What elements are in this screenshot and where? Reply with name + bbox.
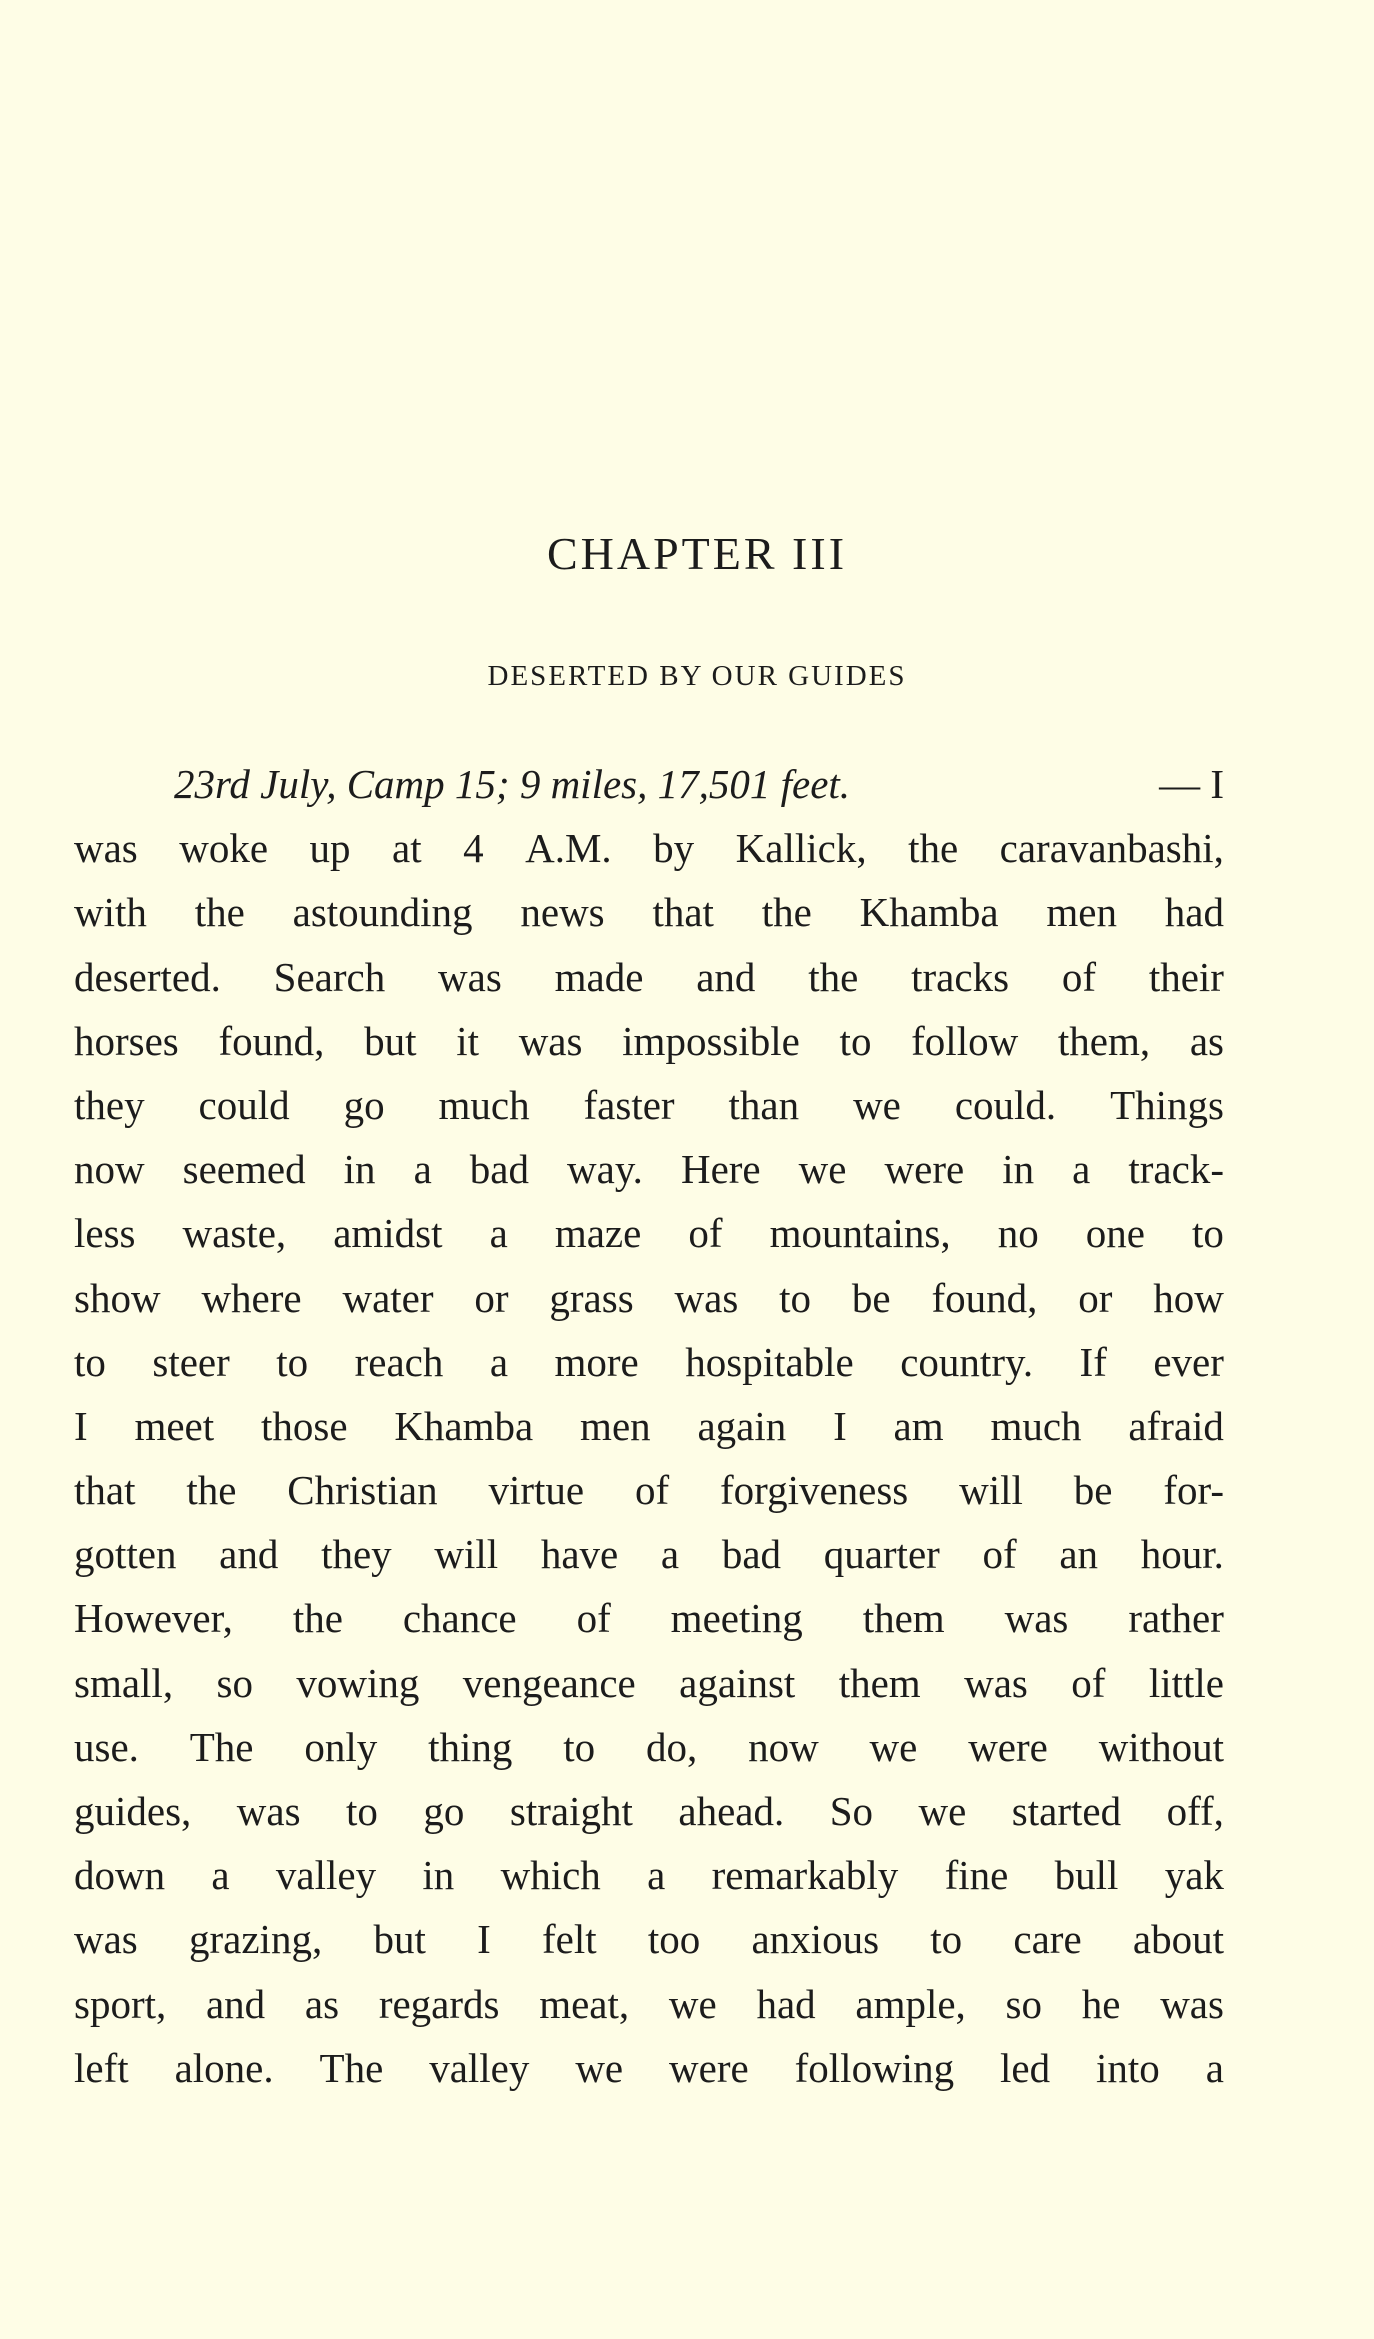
word: had	[756, 1980, 816, 2027]
word: The	[189, 1723, 254, 1770]
word: way.	[567, 1146, 643, 1193]
word: found,	[931, 1274, 1038, 1321]
word: be	[1073, 1467, 1113, 1514]
text-line	[74, 816, 1224, 880]
word: ample,	[855, 1980, 966, 2027]
word: it	[456, 1017, 479, 1064]
word: of	[688, 1210, 723, 1257]
word: alone.	[174, 2044, 274, 2091]
word: However,	[74, 1595, 233, 1642]
word: men	[580, 1402, 651, 1449]
word: was	[236, 1788, 301, 1834]
word: a	[1205, 2044, 1224, 2091]
word: to	[346, 1788, 378, 1834]
word: left	[74, 2044, 129, 2091]
word: vowing	[296, 1659, 420, 1706]
word: but	[373, 1916, 426, 1963]
word: but	[364, 1017, 417, 1064]
word: follow	[911, 1017, 1019, 1064]
word: amidst	[333, 1210, 443, 1257]
text-line	[74, 1330, 1224, 1394]
word: led	[1000, 2044, 1051, 2091]
word: Kallick,	[735, 825, 867, 872]
word: up	[309, 825, 351, 872]
word: to	[1191, 1210, 1224, 1257]
word: use.	[74, 1723, 139, 1770]
word: were	[669, 2044, 749, 2091]
word: less	[74, 1210, 136, 1257]
word: yak	[1164, 1852, 1224, 1899]
word: a	[647, 1852, 666, 1899]
word: I	[74, 1402, 88, 1449]
word: track-	[1128, 1146, 1224, 1193]
word: much	[990, 1402, 1082, 1449]
word: than	[728, 1081, 800, 1128]
word: chance	[402, 1595, 517, 1642]
word: they	[74, 1081, 145, 1128]
word: started	[1011, 1788, 1122, 1834]
word: maze	[554, 1210, 642, 1257]
word: faster	[583, 1081, 675, 1128]
word: was	[74, 1916, 138, 1963]
word: small,	[74, 1659, 174, 1706]
word: am	[893, 1402, 944, 1449]
text-line	[74, 1073, 1224, 1137]
word: men	[1046, 889, 1117, 936]
text-line	[74, 1137, 1224, 1201]
word: caravanbashi,	[999, 825, 1224, 872]
word: following	[794, 2044, 955, 2091]
word: by	[653, 825, 695, 872]
word: impossible	[622, 1017, 800, 1064]
word: those	[260, 1402, 348, 1449]
word: astounding	[292, 889, 473, 936]
text-line	[74, 1394, 1224, 1458]
word: so	[216, 1659, 253, 1706]
word: a	[489, 1338, 509, 1385]
word: for-	[1163, 1467, 1224, 1514]
word: of	[982, 1531, 1017, 1578]
text-line	[74, 1266, 1224, 1330]
word: one	[1085, 1210, 1145, 1257]
word: and	[219, 1531, 279, 1578]
word: will	[434, 1531, 499, 1578]
word: have	[540, 1531, 619, 1578]
word: a	[413, 1146, 432, 1193]
word: at	[392, 825, 422, 872]
word: too	[647, 1916, 701, 1963]
word: Search	[273, 953, 386, 1000]
word: or	[474, 1274, 509, 1321]
text-line	[74, 1843, 1224, 1907]
word: an	[1059, 1531, 1099, 1578]
word: will	[959, 1467, 1023, 1514]
word: Khamba	[394, 1402, 534, 1449]
text-line	[74, 1458, 1224, 1522]
word: them,	[1057, 1017, 1151, 1064]
word: forgiveness	[720, 1467, 909, 1514]
word: that	[652, 889, 714, 936]
word: of	[576, 1595, 611, 1642]
word: was	[964, 1659, 1028, 1706]
word: to	[930, 1916, 963, 1963]
word: which	[500, 1852, 601, 1899]
word: we	[853, 1081, 901, 1128]
word: of	[1071, 1659, 1106, 1706]
chapter-subtitle: DESERTED BY OUR GUIDES	[487, 660, 907, 692]
word: we	[869, 1723, 918, 1770]
word: could	[198, 1081, 290, 1128]
word: vengeance	[462, 1659, 636, 1706]
word: water	[342, 1274, 434, 1321]
text-line	[74, 1522, 1224, 1586]
word: I	[477, 1916, 491, 1963]
chapter-title: CHAPTER III	[546, 528, 848, 579]
word: now	[748, 1723, 819, 1770]
word: had	[1164, 889, 1224, 936]
word: the	[194, 889, 245, 936]
word: now	[74, 1146, 145, 1193]
word: meat,	[539, 1980, 630, 2027]
text-line	[74, 1651, 1224, 1715]
word: tracks	[911, 953, 1010, 1000]
word: rather	[1128, 1595, 1224, 1642]
word: quarter	[823, 1531, 940, 1578]
word: was	[1160, 1980, 1224, 2027]
word: bad	[721, 1531, 782, 1578]
text-line	[74, 945, 1224, 1009]
word: to	[74, 1338, 106, 1385]
word: to	[779, 1274, 812, 1321]
word: to	[276, 1338, 309, 1385]
word: so	[1005, 1980, 1043, 2027]
text-line	[74, 1201, 1224, 1265]
word: guides,	[74, 1788, 192, 1834]
word: with	[74, 889, 147, 936]
word: we	[575, 2044, 624, 2091]
word: were	[968, 1723, 1048, 1770]
word: to	[839, 1017, 872, 1064]
text-line	[74, 752, 1224, 816]
word: more	[554, 1338, 639, 1385]
word: sport,	[74, 1980, 167, 2027]
text-line	[74, 1779, 1224, 1843]
word: only	[304, 1723, 378, 1770]
word: little	[1148, 1659, 1224, 1706]
word: we	[918, 1788, 967, 1834]
word: could.	[954, 1081, 1057, 1128]
word: regards	[378, 1980, 500, 2027]
word: was	[518, 1017, 583, 1064]
word: Khamba	[859, 889, 999, 936]
word: them	[862, 1595, 945, 1642]
word: grazing,	[189, 1916, 323, 1963]
word: felt	[541, 1916, 597, 1963]
word: I	[833, 1402, 847, 1449]
entry-heading: 23rd July, Camp 15; 9 miles, 17,501 feet.	[174, 761, 851, 807]
text-line	[74, 1972, 1224, 2036]
word: steer	[152, 1338, 230, 1385]
word: were	[884, 1146, 965, 1193]
word: a	[489, 1210, 508, 1257]
word: gotten	[74, 1531, 177, 1578]
word: Things	[1110, 1081, 1224, 1128]
word: the	[808, 953, 859, 1000]
word: of	[634, 1467, 670, 1514]
text-line	[74, 1009, 1224, 1073]
word: do,	[645, 1723, 698, 1770]
word: them	[838, 1659, 921, 1706]
word: their	[1148, 953, 1224, 1000]
word: he	[1081, 1980, 1121, 2027]
word: reach	[354, 1338, 444, 1385]
word: waste,	[182, 1210, 287, 1257]
word: a	[1072, 1146, 1091, 1193]
word: remarkably	[711, 1852, 899, 1899]
word: that	[74, 1467, 136, 1514]
word: they	[321, 1531, 392, 1578]
word: a	[211, 1852, 230, 1899]
word: how	[1153, 1274, 1224, 1321]
word: and	[205, 1980, 266, 2027]
word: we	[798, 1146, 847, 1193]
word: anxious	[751, 1916, 880, 1963]
word: in	[1002, 1146, 1035, 1193]
word: news	[520, 889, 605, 936]
word: bull	[1054, 1852, 1119, 1899]
word: was	[74, 825, 138, 872]
word: thing	[428, 1723, 513, 1770]
word: woke	[179, 825, 269, 872]
word: hospitable	[685, 1338, 854, 1385]
word: into	[1096, 2044, 1160, 2091]
word: If	[1079, 1338, 1107, 1385]
word: ever	[1153, 1338, 1224, 1385]
word: where	[201, 1274, 302, 1321]
word: without	[1098, 1723, 1224, 1770]
word: down	[74, 1852, 166, 1899]
word: The	[319, 2044, 384, 2091]
word: the	[908, 825, 959, 872]
word: valley	[275, 1852, 377, 1899]
word: mountains,	[769, 1210, 951, 1257]
word: the	[761, 889, 812, 936]
word: no	[997, 1210, 1039, 1257]
text-line	[74, 1907, 1224, 1971]
word: Here	[680, 1146, 761, 1193]
word: deserted.	[74, 953, 221, 1000]
word: again	[697, 1402, 787, 1449]
word: hour.	[1140, 1531, 1224, 1578]
word: was	[438, 953, 502, 1000]
word: horses	[74, 1017, 179, 1064]
word: or	[1078, 1274, 1113, 1321]
word: as	[1189, 1017, 1224, 1064]
word: in	[343, 1146, 376, 1193]
text-line	[74, 880, 1224, 944]
word: about	[1132, 1916, 1224, 1963]
word: much	[438, 1081, 530, 1128]
word: made	[554, 953, 644, 1000]
text-line	[74, 1715, 1224, 1779]
word: as	[304, 1980, 340, 2027]
word: country.	[900, 1338, 1034, 1385]
word: go	[423, 1788, 465, 1834]
body-text	[74, 752, 1224, 2100]
word: fine	[944, 1852, 1009, 1899]
word: against	[679, 1659, 796, 1706]
word: 4	[463, 825, 484, 872]
entry-heading-dash: — I	[1159, 761, 1224, 807]
word: and	[696, 953, 756, 1000]
word: So	[829, 1788, 874, 1834]
word: seemed	[182, 1146, 306, 1193]
word: off,	[1166, 1788, 1224, 1834]
text-line	[74, 1586, 1224, 1650]
word: valley	[429, 2044, 530, 2091]
word: the	[186, 1467, 237, 1514]
word: virtue	[488, 1467, 585, 1514]
word: Christian	[287, 1467, 438, 1514]
word: afraid	[1128, 1402, 1224, 1449]
word: was	[1004, 1595, 1069, 1642]
word: to	[563, 1723, 596, 1770]
word: ahead.	[678, 1788, 785, 1834]
word: found,	[218, 1017, 325, 1064]
word: in	[422, 1852, 455, 1899]
word: we	[668, 1980, 717, 2027]
word: the	[292, 1595, 343, 1642]
word: straight	[509, 1788, 633, 1834]
word: grass	[549, 1274, 634, 1321]
word: be	[851, 1274, 891, 1321]
word: of	[1061, 953, 1097, 1000]
word: a	[660, 1531, 680, 1578]
text-line	[74, 2036, 1224, 2100]
word: A.M.	[525, 825, 612, 872]
word: bad	[469, 1146, 529, 1193]
word: go	[343, 1081, 385, 1128]
word: care	[1013, 1916, 1082, 1963]
word: show	[74, 1274, 161, 1321]
word: meet	[134, 1402, 215, 1449]
word: was	[674, 1274, 739, 1321]
word: meeting	[670, 1595, 803, 1642]
